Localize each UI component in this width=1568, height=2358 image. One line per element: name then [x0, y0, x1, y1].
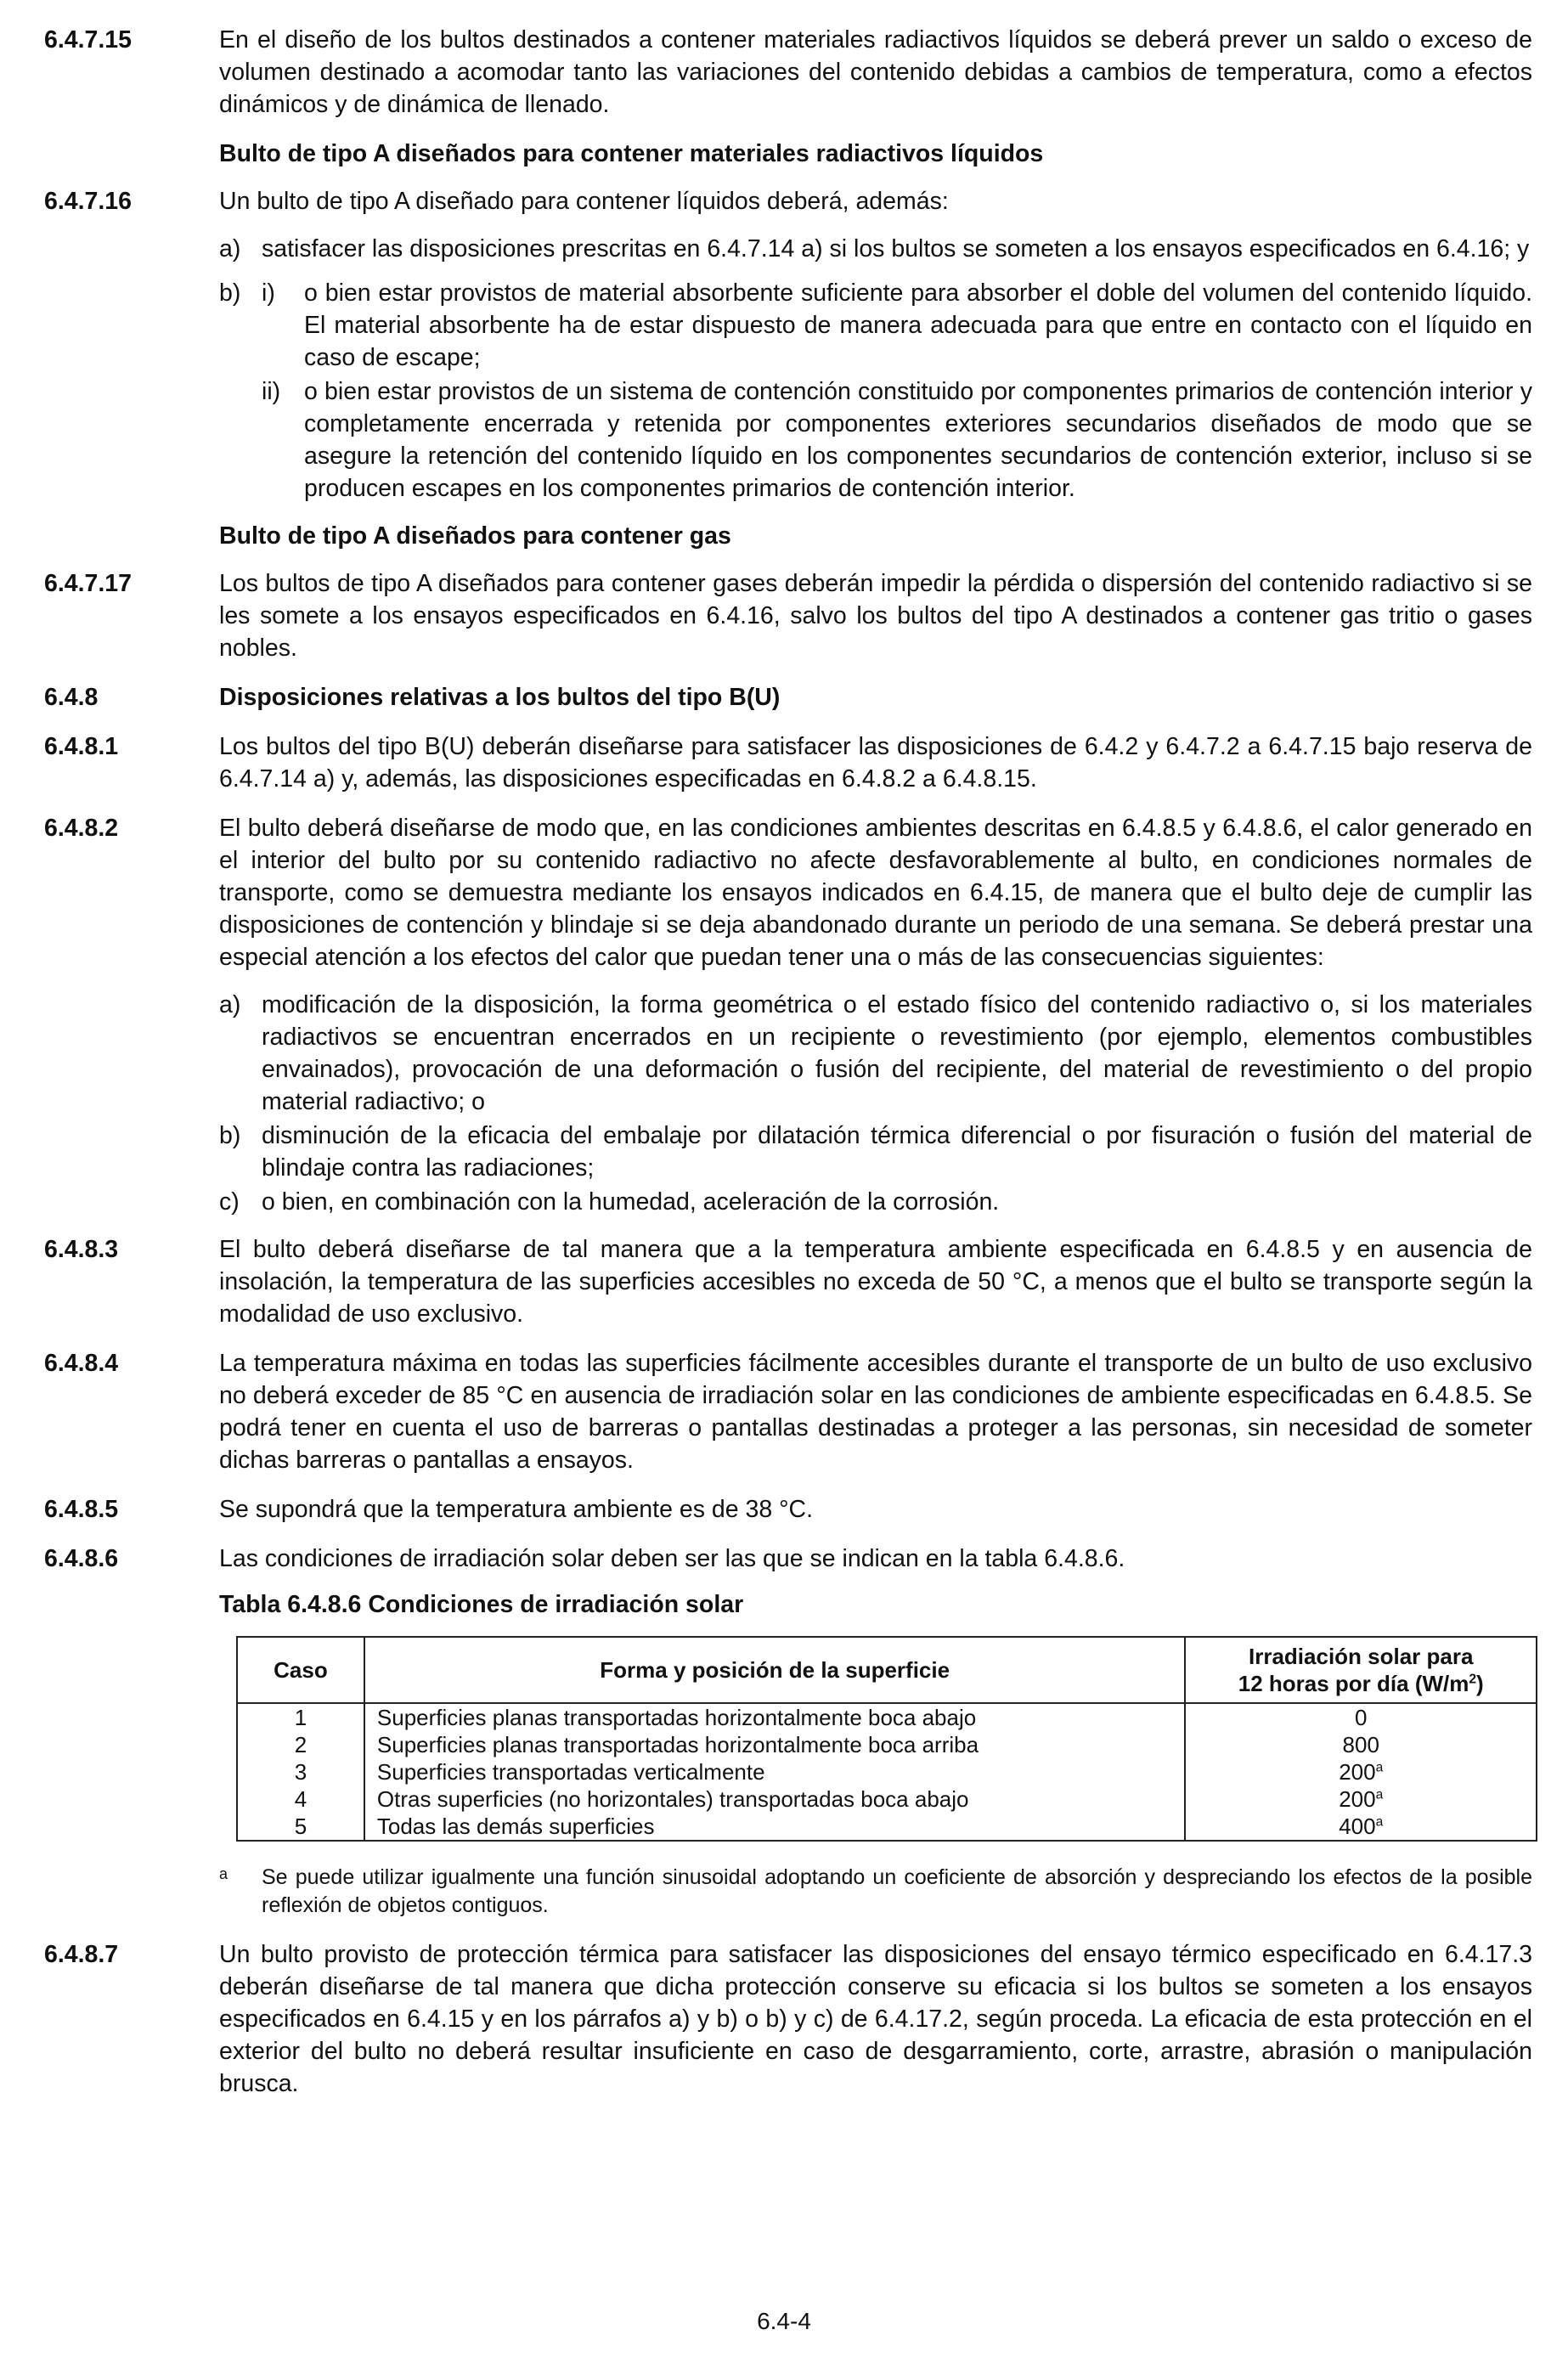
cell-valor-number: 400	[1339, 1814, 1376, 1839]
section-6-4-8-3	[44, 1233, 1532, 1330]
section-text: Las condiciones de irradiación solar deben ser las que se indican en la tabla 6.4.8.6.	[219, 1545, 1125, 1572]
section-text: La temperatura máxima en todas las superficies fácilmente accesibles durante el transporte de un bulto de uso exclusivo no deberá exceder de 85 °C en ausencia de irradiación solar en las condiciones de ambiente especificadas en 6.4.8.5. Se podrá tener en cuenta el uso de barreras o pantallas destinadas a proteger a las personas, sin necesidad de someter dichas barreras o pantallas a ensayos.	[219, 1350, 1532, 1474]
section-number: 6.4.8.6	[44, 1545, 119, 1572]
heading-liquidos: Bulto de tipo A diseñados para contener materiales radiactivos líquidos	[219, 140, 1044, 167]
list-text: o bien, en combinación con la humedad, aceleración de la corrosión.	[262, 1188, 1000, 1216]
cell-forma: Otras superficies (no horizontales) transportadas boca abajo	[364, 1785, 1186, 1813]
page-number: 6.4-4	[757, 2308, 811, 2334]
header-irradiacion-line1: Irradiación solar para	[1249, 1644, 1474, 1669]
cell-valor-number: 800	[1342, 1732, 1379, 1757]
section-text: Los bultos de tipo A diseñados para contener gases deberán impedir la pérdida o dispersión del contenido radiactivo si se les somete a los ensayos especificados en 6.4.16, salvo los bultos del tipo A destinados a contener gas tritio o gases nobles.	[219, 570, 1532, 662]
cell-caso: 3	[237, 1758, 364, 1785]
table-row	[237, 1813, 1537, 1841]
section-6-4-7-15	[44, 24, 1532, 121]
footnote-ref: a	[1375, 1787, 1384, 1802]
header-irradiacion-close: )	[1476, 1671, 1484, 1696]
section-6-4-8-1	[44, 731, 1532, 795]
section-text: Un bulto de tipo A diseñado para contener líquidos deberá, además:	[219, 188, 949, 215]
section-6-4-7-17	[44, 567, 1532, 664]
cell-valor-number: 200	[1339, 1786, 1376, 1812]
sub-item	[262, 375, 1532, 505]
section-number: 6.4.8.2	[44, 815, 119, 842]
footnote-mark: a	[219, 1865, 228, 1882]
table-footnote	[44, 1864, 1532, 1920]
solar-irradiation-table	[236, 1636, 1537, 1842]
section-6-4-8-7	[44, 1938, 1532, 2100]
section-number: 6.4.8.7	[44, 1941, 119, 1968]
list-item	[219, 277, 1532, 505]
cell-valor-number: 200	[1339, 1759, 1376, 1785]
cell-caso: 4	[237, 1785, 364, 1813]
list-label: a)	[219, 235, 241, 262]
table-row	[237, 1785, 1537, 1813]
sub-item	[262, 277, 1532, 374]
sub-label: ii)	[262, 378, 281, 405]
section-number: 6.4.8.4	[44, 1350, 119, 1377]
table-row	[237, 1758, 1537, 1785]
cell-valor	[1185, 1703, 1537, 1731]
list-text: modificación de la disposición, la forma geométrica o el estado físico del contenido radiactivo o, si los materiales radiactivos se encuentran encerrados en un recipiente o revestimiento (por ejemplo, elementos combustibles envainados), provocación de una deformación o fusión del recipiente, del material de revestimiento o del propio material radiactivo; o	[262, 991, 1532, 1115]
heading-gas: Bulto de tipo A diseñados para contener gas	[219, 522, 731, 550]
list-item	[219, 1186, 1532, 1218]
list-label: b)	[219, 1122, 241, 1149]
cell-forma: Superficies transportadas verticalmente	[364, 1758, 1186, 1785]
list-6-4-7-16	[44, 233, 1532, 505]
header-irradiacion-sup: 2	[1469, 1672, 1477, 1687]
document-page	[44, 24, 1532, 2117]
section-6-4-8-5	[44, 1493, 1532, 1526]
section-number: 6.4.8.1	[44, 733, 119, 760]
list-label: a)	[219, 991, 241, 1018]
section-6-4-8-4	[44, 1347, 1532, 1476]
list-text: satisfacer las disposiciones prescritas en 6.4.7.14 a) si los bultos se someten a los ensayos especificados en 6.4.16; y	[262, 235, 1530, 262]
cell-valor	[1185, 1813, 1537, 1841]
section-6-4-8-2	[44, 812, 1532, 973]
section-6-4-7-16	[44, 185, 1532, 217]
section-text: En el diseño de los bultos destinados a contener materiales radiactivos líquidos se deberá prever un saldo o exceso de volumen destinado a acomodar tanto las variaciones del contenido debidas a cambios de temperatura, como a efectos dinámicos y de dinámica de llenado.	[219, 26, 1532, 118]
cell-forma: Todas las demás superficies	[364, 1813, 1186, 1841]
sub-label: i)	[262, 279, 275, 307]
section-text: Los bultos del tipo B(U) deberán diseñarse para satisfacer las disposiciones de 6.4.2 y 6.4.7.2 a 6.4.7.15 bajo reserva de 6.4.7.14 a) y, además, las disposiciones especificadas en 6.4.8.2 a 6.4.8.15.	[219, 733, 1532, 793]
cell-forma: Superficies planas transportadas horizontalmente boca arriba	[364, 1731, 1186, 1758]
section-6-4-8-6	[44, 1543, 1532, 1575]
list-item	[219, 989, 1532, 1118]
header-caso: Caso	[237, 1637, 364, 1703]
table-caption: Tabla 6.4.8.6 Condiciones de irradiación solar	[219, 1591, 744, 1618]
header-irradiacion-line2: 12 horas por día (W/m	[1238, 1671, 1469, 1696]
section-number: 6.4.7.16	[44, 188, 133, 215]
header-irradiacion	[1185, 1637, 1537, 1703]
list-item	[219, 233, 1532, 265]
section-number: 6.4.7.15	[44, 26, 133, 54]
list-item	[219, 1120, 1532, 1184]
footnote-ref: a	[1375, 1760, 1384, 1775]
section-number: 6.4.8	[44, 684, 99, 711]
cell-valor	[1185, 1785, 1537, 1813]
section-number: 6.4.8.5	[44, 1496, 119, 1523]
table-row	[237, 1703, 1537, 1731]
sub-text: o bien estar provistos de material absorbente suficiente para absorber el doble del volumen del contenido líquido. El material absorbente ha de estar dispuesto de manera adecuada para que entre en contacto con el líquido en caso de escape;	[304, 279, 1532, 371]
section-title: Disposiciones relativas a los bultos del tipo B(U)	[219, 684, 781, 711]
section-6-4-8	[44, 681, 1532, 714]
footnote-text: Se puede utilizar igualmente una función sinusoidal adoptando un coeficiente de absorción y despreciando los efectos de la posible reflexión de objetos contiguos.	[262, 1865, 1532, 1917]
list-6-4-8-2	[44, 989, 1532, 1218]
table-row	[237, 1731, 1537, 1758]
table-header-row	[237, 1637, 1537, 1703]
cell-caso: 5	[237, 1813, 364, 1841]
section-number: 6.4.7.17	[44, 570, 133, 597]
section-number: 6.4.8.3	[44, 1236, 119, 1263]
cell-valor	[1185, 1731, 1537, 1758]
section-text: Se supondrá que la temperatura ambiente es de 38 °C.	[219, 1496, 814, 1523]
section-text: El bulto deberá diseñarse de modo que, en las condiciones ambientes descritas en 6.4.8.5 y 6.4.8.6, el calor generado en el interior del bulto por su contenido radiactivo no afecte desfavorablemente al bulto, en condiciones normales de transporte, como se demuestra mediante los ensayos indicados en 6.4.15, de manera que el bulto deje de cumplir las disposiciones de contención y blindaje si se deja abandonado durante un periodo de una semana. Se deberá prestar una especial atención a los efectos del calor que puedan tener una o más de las consecuencias siguientes:	[219, 815, 1532, 971]
footnote-ref: a	[1375, 1814, 1384, 1830]
header-forma: Forma y posición de la superficie	[364, 1637, 1186, 1703]
section-text: Un bulto provisto de protección térmica para satisfacer las disposiciones del ensayo térmico especificado en 6.4.17.3 deberán diseñarse de tal manera que dicha protección conserve su eficacia si los bultos se someten a los ensayos especificados en 6.4.15 y en los párrafos a) y b) o b) y c) de 6.4.17.2, según proceda. La eficacia de esta protección en el exterior del bulto no deberá resultar insuficiente en caso de desgarramiento, corte, arrastre, abrasión o manipulación brusca.	[219, 1941, 1532, 2097]
list-label: b)	[219, 279, 241, 307]
cell-forma: Superficies planas transportadas horizontalmente boca abajo	[364, 1703, 1186, 1731]
list-text: disminución de la eficacia del embalaje por dilatación térmica diferencial o por fisuración o fusión del material de blindaje contra las radiaciones;	[262, 1122, 1532, 1182]
section-text: El bulto deberá diseñarse de tal manera que a la temperatura ambiente especificada en 6.4.8.5 y en ausencia de insolación, la temperatura de las superficies accesibles no exceda de 50 °C, a menos que el bulto se transporte según la modalidad de uso exclusivo.	[219, 1236, 1532, 1328]
cell-valor	[1185, 1758, 1537, 1785]
cell-caso: 2	[237, 1731, 364, 1758]
cell-caso: 1	[237, 1703, 364, 1731]
list-label: c)	[219, 1188, 240, 1216]
sub-text: o bien estar provistos de un sistema de contención constituido por componentes primarios de contención interior y completamente encerrada y retenida por componentes exteriores secundarios diseñados de modo que se asegure la retención del contenido líquido en los componentes secundarios de contención exterior, incluso si se producen escapes en los componentes primarios de contención interior.	[304, 378, 1532, 502]
cell-valor-number: 0	[1355, 1705, 1368, 1730]
